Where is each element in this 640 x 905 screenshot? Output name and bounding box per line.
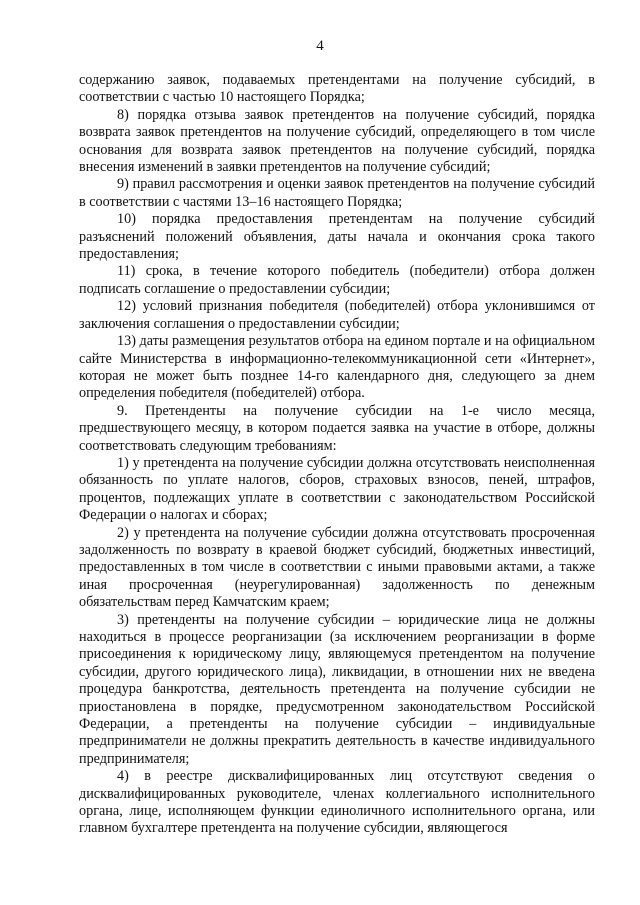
paragraph-item-10: 10) порядка предоставления претендентам на получение субсидий разъяснений положений объявления, даты начала и окончания срока такого предоставления; — [79, 211, 595, 263]
page-number: 4 — [316, 38, 324, 54]
paragraph-item-12: 12) условий признания победителя (победителей) отбора уклонившимся от заключения соглашения о предоставлении субсидии; — [79, 298, 595, 332]
paragraph-requirement-1: 1) у претендента на получение субсидии должна отсутствовать неисполненная обязанность по уплате налогов, сборов, страховых взносов, пеней, штрафов, процентов, подлежащих уплате в соответствии с законодательством Российской Федерации о налогах и сборах; — [79, 454, 595, 524]
document-body — [79, 72, 595, 838]
paragraph-item-9: 9) правил рассмотрения и оценки заявок претендентов на получение субсидий в соответствии с частями 13–16 настоящего Порядка; — [79, 176, 595, 210]
paragraph-requirement-4: 4) в реестре дисквалифицированных лиц отсутствуют сведения о дисквалифицированных руководителе, членах коллегиального исполнительного органа, лице, исполняющем функции единоличного исполнительного органа, или главном бухгалтере претендента на получение субсидии, являющегося — [79, 768, 595, 837]
paragraph-item-11: 11) срока, в течение которого победитель (победители) отбора должен подписать соглашение о предоставлении субсидии; — [79, 263, 595, 297]
paragraph-requirement-3: 3) претенденты на получение субсидии – юридические лица не должны находиться в процессе реорганизации (за исключением реорганизации в форме присоединения к юридическому лицу, являющемуся претендентом на получение субсидии, другого юридического лица), ликвидации, в отношении них не введена процедура банкротства, деятельность претендента на получение субсидии не приостановлена в порядке, предусмотренном законодательством Российской Федерации, а претенденты на получение субсидии – индивидуальные предприниматели не должны прекратить деятельность в качестве индивидуального предпринимателя; — [79, 611, 595, 767]
paragraph-section-9: 9. Претенденты на получение субсидии на 1-е число месяца, предшествующего месяцу, в котором подается заявка на участие в отборе, должны соответствовать следующим требованиям: — [79, 402, 595, 454]
paragraph-item-13: 13) даты размещения результатов отбора на едином портале и на официальном сайте Министерства в информационно-телекоммуникационной сети «Интернет», которая не может быть позднее 14-го календарного дня, следующего за днем определения победителя (победителей) отбора. — [79, 333, 595, 402]
paragraph-continuation: содержанию заявок, подаваемых претендентами на получение субсидий, в соответствии с частью 10 настоящего Порядка; — [79, 72, 595, 106]
paragraph-requirement-2: 2) у претендента на получение субсидии должна отсутствовать просроченная задолженность по возврату в краевой бюджет субсидий, бюджетных инвестиций, предоставленных в том числе в соответствии с иными правовыми актами, а также иная просроченная (неурегулированная) задолженность по денежным обязательствам перед Камчатским краем; — [79, 524, 595, 611]
paragraph-item-8: 8) порядка отзыва заявок претендентов на получение субсидий, порядка возврата заявок претендентов на получение субсидий, определяющего в том числе основания для возврата заявок претендентов на получение субсидий, порядка внесения изменений в заявки претендентов на получение субсидий; — [79, 106, 595, 176]
